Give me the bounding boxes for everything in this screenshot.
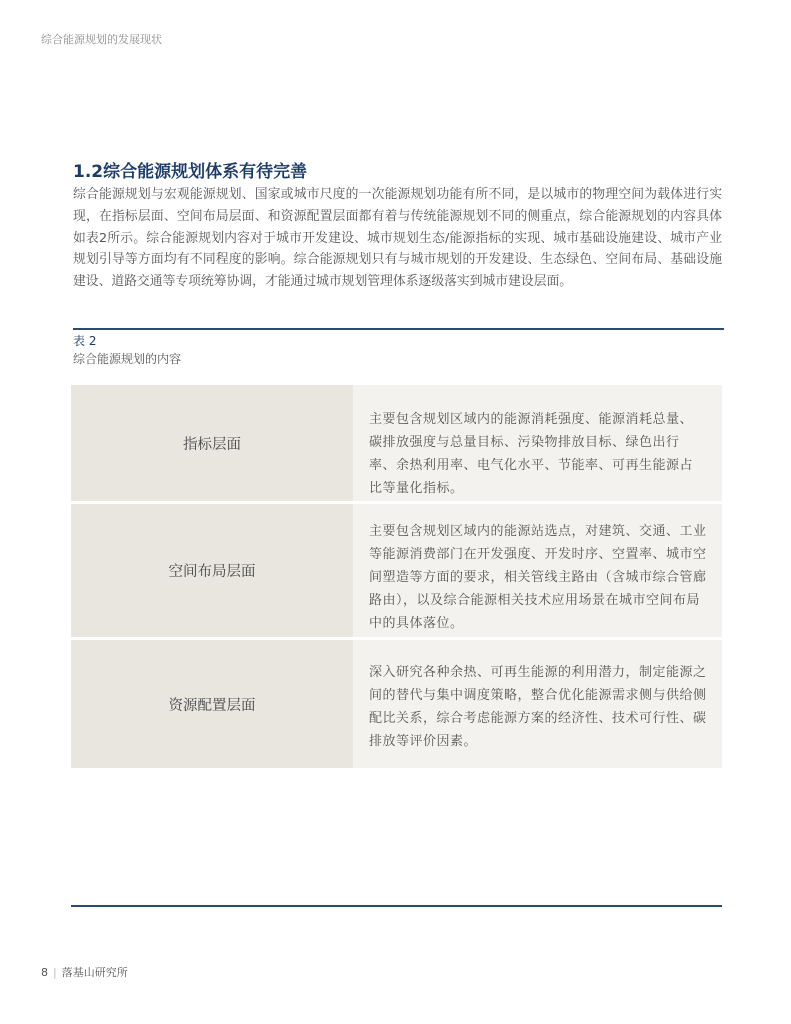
description-line: 主要包含规划区域内的能源站选点，对建筑、交通、工业 <box>369 524 707 539</box>
page-number: 8 <box>41 966 48 979</box>
content-table <box>71 385 722 768</box>
section-heading: 1.2综合能源规划体系有待完善 <box>73 162 308 182</box>
category-cell: 资源配置层面 <box>71 640 353 768</box>
table-label: 表 2 <box>73 334 97 348</box>
description-line: 配比关系，综合考虑能源方案的经济性、技术可行性、碳 <box>369 711 707 726</box>
description-line: 路由），以及综合能源相关技术应用场景在城市空间布局 <box>369 593 701 608</box>
description-line: 中的具体落位。 <box>369 616 464 631</box>
footer-separator: | <box>53 966 57 979</box>
description-cell <box>353 640 722 768</box>
paragraph-line: 现，在指标层面、空间布局层面、和资源配置层面都有着与传统能源规划不同的侧重点，综合能源规划的内容具体 <box>73 208 722 224</box>
running-title: 综合能源规划的发展现状 <box>41 33 162 46</box>
description-line: 比等量化指标。 <box>369 481 464 496</box>
description-cell <box>353 385 722 501</box>
description-line: 率、余热利用率、电气化水平、节能率、可再生能源占 <box>369 458 694 473</box>
description-cell <box>353 504 722 637</box>
description-line: 碳排放强度与总量目标、污染物排放目标、绿色出行 <box>369 435 680 450</box>
description-line: 深入研究各种余热、可再生能源的利用潜力，制定能源之 <box>369 665 707 680</box>
description-line: 间塑造等方面的要求，相关管线主路由（含城市综合管廊 <box>369 570 707 585</box>
description-line: 等能源消费部门在开发强度、开发时序、空置率、城市空 <box>369 547 707 562</box>
organization-name: 落基山研究所 <box>61 966 128 979</box>
description-line: 排放等评价因素。 <box>369 734 478 749</box>
category-cell: 指标层面 <box>71 385 353 501</box>
paragraph-line: 规划引导等方面均有不同程度的影响。综合能源规划只有与城市规划的开发建设、生态绿色、空间布局、基础设施 <box>73 252 722 268</box>
page-footer <box>41 966 128 980</box>
table-top-divider <box>73 328 724 330</box>
paragraph-line: 建设、道路交通等专项统筹协调，才能通过城市规划管理体系逐级落实到城市建设层面。 <box>73 274 573 290</box>
bottom-divider <box>71 905 722 907</box>
table-row <box>71 385 722 501</box>
paragraph-line: 综合能源规划与宏观能源规划、国家或城市尺度的一次能源规划功能有所不同，是以城市的物理空间为载体进行实 <box>73 187 722 202</box>
table-caption: 综合能源规划的内容 <box>73 352 182 366</box>
description-line: 主要包含规划区域内的能源消耗强度、能源消耗总量、 <box>369 412 694 427</box>
section-paragraph <box>73 184 722 293</box>
table-row <box>71 504 722 637</box>
paragraph-line: 如表2所示。综合能源规划内容对于城市开发建设、城市规划生态/能源指标的实现、城市基础设施建设、城市产业 <box>73 230 722 246</box>
category-cell: 空间布局层面 <box>71 504 353 637</box>
table-row <box>71 640 722 768</box>
description-line: 间的替代与集中调度策略，整合优化能源需求侧与供给侧 <box>369 688 707 703</box>
